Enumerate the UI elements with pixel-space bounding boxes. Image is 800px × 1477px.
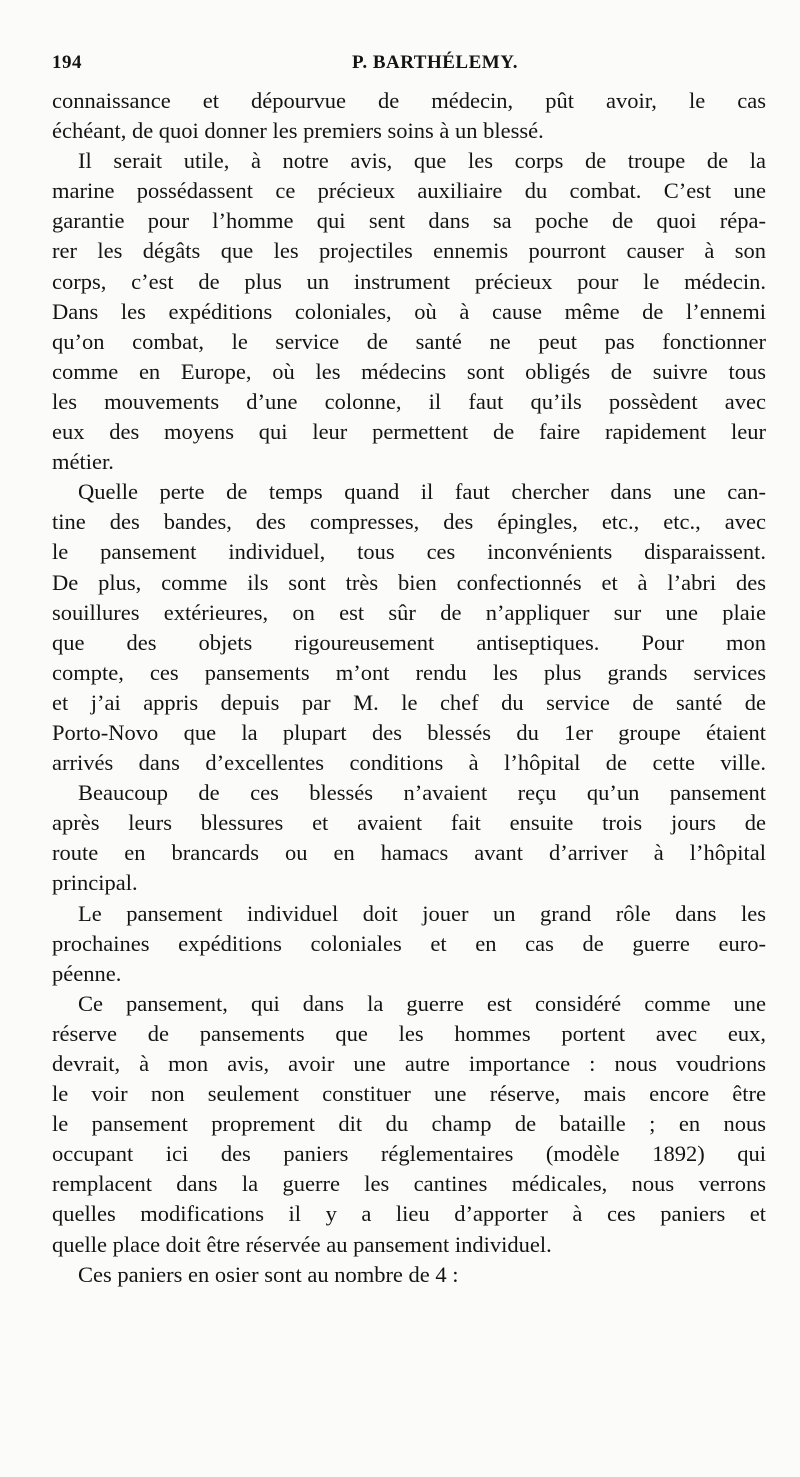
text-line: eux des moyens qui leur permettent de faire rapidement leur	[52, 419, 766, 445]
body-text	[52, 86, 766, 1290]
text-line: souillures extérieures, on est sûr de n’appliquer sur une plaie	[52, 599, 766, 625]
text-line: rer les dégâts que les projectiles ennemis pourront causer à son	[52, 238, 766, 264]
text-line: occupant ici des paniers réglementaires (modèle 1892) qui	[52, 1141, 766, 1167]
text-line: qu’on combat, le service de santé ne peut pas fonctionner	[52, 328, 766, 354]
text-line: principal.	[52, 870, 138, 896]
text-line: le pansement proprement dit du champ de bataille ; en nous	[52, 1111, 766, 1137]
text-line: le voir non seulement constituer une réserve, mais encore être	[52, 1081, 766, 1107]
text-line: et j’ai appris depuis par M. le chef du service de santé de	[52, 689, 766, 715]
text-line: prochaines expéditions coloniales et en cas de guerre euro-	[52, 930, 766, 956]
text-line: péenne.	[52, 960, 122, 986]
text-line: Le pansement individuel doit jouer un grand rôle dans les	[78, 900, 766, 926]
running-head: P. BARTHÉLEMY.	[352, 52, 518, 73]
text-line: échéant, de quoi donner les premiers soins à un blessé.	[52, 118, 544, 144]
text-line: quelles modifications il y a lieu d’apporter à ces paniers et	[52, 1201, 766, 1227]
text-line: comme en Europe, où les médecins sont obligés de suivre tous	[52, 358, 766, 384]
text-line: marine possédassent ce précieux auxiliaire du combat. C’est une	[52, 178, 766, 204]
text-line: réserve de pansements que les hommes portent avec eux,	[52, 1020, 766, 1046]
text-line: les mouvements d’une colonne, il faut qu’ils possèdent avec	[52, 388, 766, 414]
text-line: Dans les expéditions coloniales, où à cause même de l’ennemi	[52, 298, 766, 324]
text-line: garantie pour l’homme qui sent dans sa poche de quoi répa-	[52, 208, 766, 234]
text-line: après leurs blessures et avaient fait ensuite trois jours de	[52, 810, 766, 836]
text-line: Porto-Novo que la plupart des blessés du 1er groupe étaient	[52, 719, 766, 745]
text-line: quelle place doit être réservée au pansement individuel.	[52, 1231, 552, 1257]
text-line: route en brancards ou en hamacs avant d’arriver à l’hôpital	[52, 840, 766, 866]
text-line: que des objets rigoureusement antiseptiques. Pour mon	[52, 629, 766, 655]
page-header	[52, 48, 752, 82]
text-line: tine des bandes, des compresses, des épingles, etc., etc., avec	[52, 509, 766, 535]
text-line: le pansement individuel, tous ces inconvénients disparaissent.	[52, 539, 766, 565]
text-line: corps, c’est de plus un instrument précieux pour le médecin.	[52, 268, 766, 294]
page-number: 194	[52, 52, 82, 73]
text-line: compte, ces pansements m’ont rendu les plus grands services	[52, 659, 766, 685]
text-line: connaissance et dépourvue de médecin, pût avoir, le cas	[52, 88, 766, 113]
text-line: Il serait utile, à notre avis, que les corps de troupe de la	[78, 148, 766, 174]
text-line: De plus, comme ils sont très bien confectionnés et à l’abri des	[52, 569, 766, 595]
text-line: devrait, à mon avis, avoir une autre importance : nous voudrions	[52, 1051, 766, 1076]
text-line: arrivés dans d’excellentes conditions à l’hôpital de cette ville.	[52, 750, 766, 776]
text-line: Quelle perte de temps quand il faut chercher dans une can-	[78, 479, 766, 505]
text-line: Ce pansement, qui dans la guerre est considéré comme une	[78, 990, 766, 1016]
text-line: Ces paniers en osier sont au nombre de 4 :	[78, 1261, 459, 1287]
text-line: remplacent dans la guerre les cantines médicales, nous verrons	[52, 1171, 766, 1197]
text-line: Beaucoup de ces blessés n’avaient reçu qu’un pansement	[78, 780, 766, 806]
text-line: métier.	[52, 449, 114, 475]
